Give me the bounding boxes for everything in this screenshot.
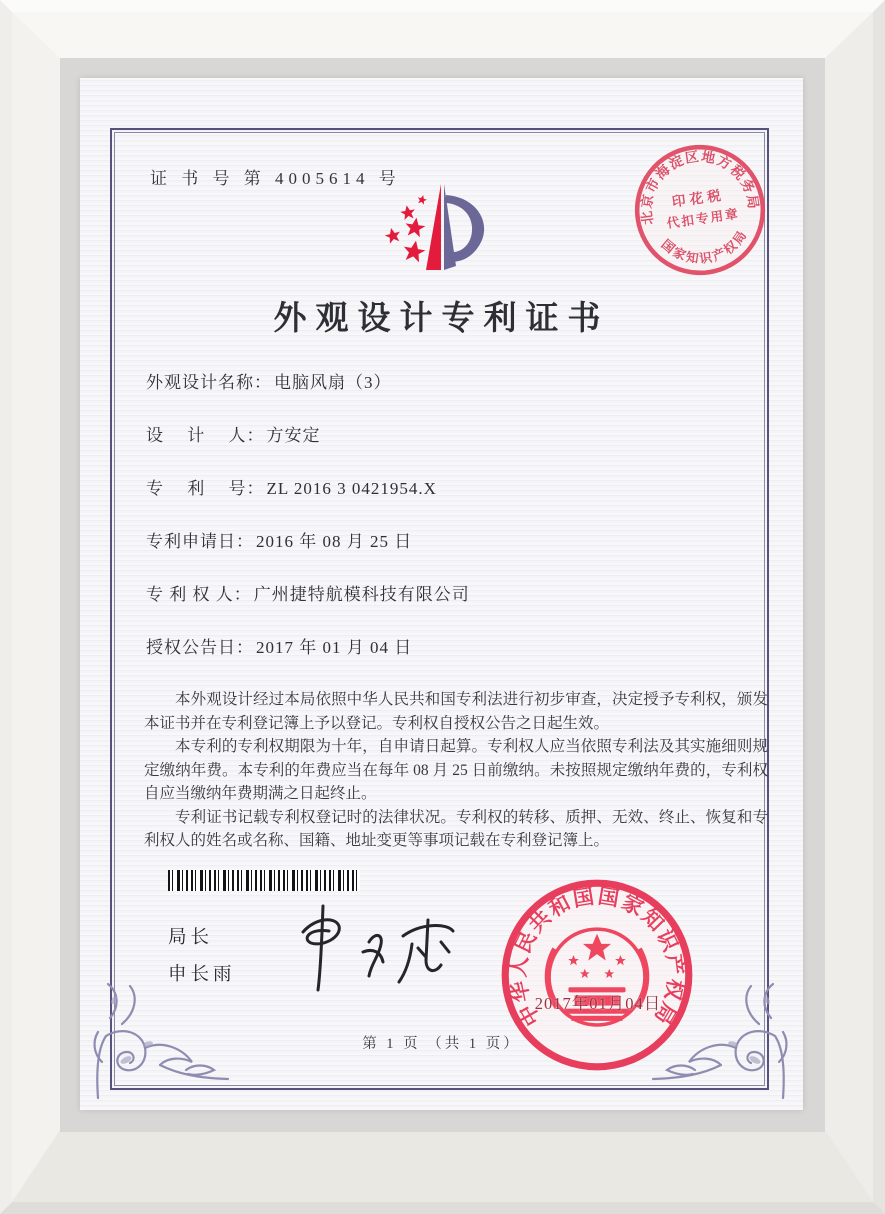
- certificate-fields: [146, 368, 746, 686]
- signer-name: 申长雨: [168, 963, 236, 984]
- field-label: 专 利 号：: [146, 479, 265, 498]
- field-value: 方安定: [266, 426, 321, 445]
- field-row: [146, 527, 746, 580]
- body-paragraph: 本外观设计经过本局依照中华人民共和国专利法进行初步审查，决定授予专利权，颁发本证书并在专利登记簿上予以登记。专利权自授权公告之日起生效。: [144, 691, 768, 732]
- seal-ring-text: 中华人民共和国国家知识产权局: [505, 883, 689, 1031]
- field-row: [146, 368, 746, 421]
- field-value: 2016 年 08 月 25 日: [256, 532, 413, 551]
- field-row: [146, 421, 746, 474]
- tax-stamp-center-line1: 印花税: [671, 187, 726, 210]
- field-label: 外观设计名称：: [146, 373, 272, 392]
- field-label: 专利申请日：: [146, 532, 254, 551]
- certificate-paper: [80, 78, 803, 1110]
- field-value: 广州捷特航模科技有限公司: [253, 585, 470, 604]
- certificate-title: 外观设计专利证书: [273, 301, 610, 337]
- field-label: 专 利 权 人：: [146, 585, 252, 604]
- barcode: [168, 870, 360, 891]
- signer-title: 局长: [168, 926, 214, 947]
- body-paragraph: 本专利的专利权期限为十年，自申请日起算。专利权人应当依照专利法及其实施细则规定缴纳年费。本专利的年费应当在每年 08 月 25 日前缴纳。未按照规定缴纳年费的，专利权自应当缴纳年费期满之日起终止。: [144, 738, 768, 802]
- field-row: [146, 474, 746, 527]
- field-row: [146, 580, 746, 633]
- body-paragraph: 专利证书记载专利权登记时的法律状况。专利权的转移、质押、无效、终止、恢复和专利权人的姓名或名称、国籍、地址变更等事项记载在专利登记簿上。: [144, 808, 768, 849]
- handwritten-signature-icon: [275, 890, 485, 1005]
- tax-withholding-stamp-icon: [614, 124, 786, 296]
- field-value: ZL 2016 3 0421954.X: [266, 479, 437, 498]
- seal-date: 2017年01月04日: [534, 994, 662, 1013]
- tax-stamp-center-line2: 代扣专用章: [665, 206, 741, 231]
- field-row: [146, 633, 746, 686]
- certificate-body: [144, 688, 768, 853]
- sipo-logo-icon: [362, 180, 524, 288]
- field-label: 设 计 人：: [146, 426, 265, 445]
- page-footer: 第 1 页 （共 1 页）: [362, 1036, 521, 1052]
- tax-stamp-ring-top: 北京市海淀区地方税务局: [638, 148, 762, 226]
- tax-stamp-ring-bottom: 国家知识产权局: [658, 227, 751, 267]
- field-label: 授权公告日：: [146, 638, 254, 657]
- field-value: 2017 年 01 月 04 日: [256, 638, 413, 657]
- field-value: 电脑风扇（3）: [274, 373, 392, 392]
- certificate-number: 证 书 号 第 4005614 号: [150, 169, 401, 188]
